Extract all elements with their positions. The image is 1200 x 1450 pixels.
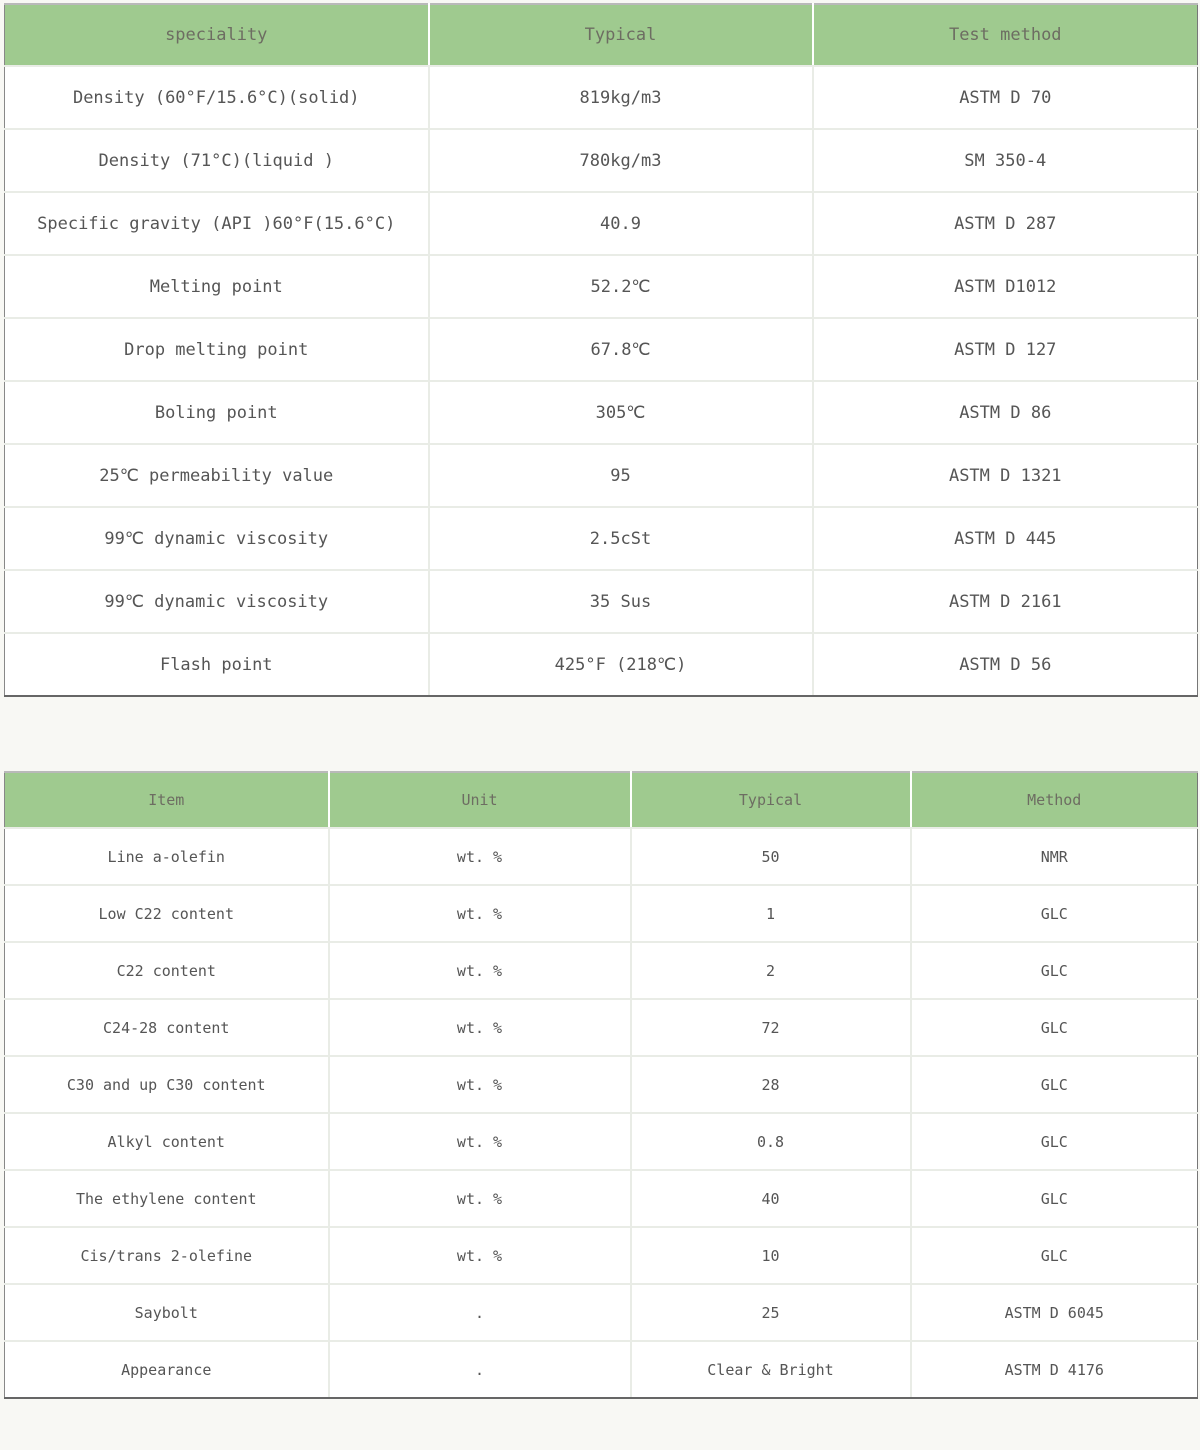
unit-cell: wt. % <box>329 1056 631 1113</box>
typical-value-cell: 40.9 <box>429 192 813 255</box>
typical-value-cell: 40 <box>631 1170 911 1227</box>
speciality-cell: Melting point <box>5 255 429 318</box>
method-cell: ASTM D 6045 <box>911 1284 1198 1341</box>
test-method-cell: ASTM D 127 <box>813 318 1198 381</box>
table-header-row <box>5 4 1198 66</box>
method-cell: GLC <box>911 942 1198 999</box>
table-header-row <box>5 772 1198 828</box>
table-row <box>5 1227 1198 1284</box>
table-row <box>5 255 1198 318</box>
item-cell: C22 content <box>5 942 329 999</box>
typical-value-cell: 0.8 <box>631 1113 911 1170</box>
speciality-cell: Density (71°C)(liquid ) <box>5 129 429 192</box>
test-method-cell: ASTM D 2161 <box>813 570 1198 633</box>
table-row <box>5 1284 1198 1341</box>
table-row <box>5 444 1198 507</box>
item-cell: C30 and up C30 content <box>5 1056 329 1113</box>
table-row <box>5 633 1198 696</box>
table-row <box>5 1341 1198 1398</box>
typical-value-cell: 2 <box>631 942 911 999</box>
method-cell: GLC <box>911 1227 1198 1284</box>
item-cell: Appearance <box>5 1341 329 1398</box>
table-row <box>5 1056 1198 1113</box>
column-header-method: Method <box>911 772 1198 828</box>
method-cell: GLC <box>911 1056 1198 1113</box>
table-row <box>5 885 1198 942</box>
test-method-cell: ASTM D 1321 <box>813 444 1198 507</box>
item-cell: C24-28 content <box>5 999 329 1056</box>
properties-table-body <box>5 66 1198 696</box>
table-row <box>5 828 1198 885</box>
typical-value-cell: 95 <box>429 444 813 507</box>
unit-cell: . <box>329 1284 631 1341</box>
typical-value-cell: 2.5cSt <box>429 507 813 570</box>
test-method-cell: ASTM D 287 <box>813 192 1198 255</box>
column-header-test-method: Test method <box>813 4 1198 66</box>
speciality-cell: Specific gravity (API )60°F(15.6°C) <box>5 192 429 255</box>
table-spacer <box>0 700 1200 770</box>
composition-table-container <box>4 771 1197 1399</box>
speciality-cell: Flash point <box>5 633 429 696</box>
table-row <box>5 1170 1198 1227</box>
typical-value-cell: 72 <box>631 999 911 1056</box>
table-row <box>5 942 1198 999</box>
method-cell: NMR <box>911 828 1198 885</box>
test-method-cell: ASTM D 56 <box>813 633 1198 696</box>
unit-cell: wt. % <box>329 1227 631 1284</box>
table-row <box>5 192 1198 255</box>
item-cell: Alkyl content <box>5 1113 329 1170</box>
speciality-cell: 99℃ dynamic viscosity <box>5 507 429 570</box>
item-cell: Saybolt <box>5 1284 329 1341</box>
typical-value-cell: 1 <box>631 885 911 942</box>
column-header-speciality: speciality <box>5 4 429 66</box>
item-cell: Low C22 content <box>5 885 329 942</box>
speciality-cell: Boling point <box>5 381 429 444</box>
typical-value-cell: 10 <box>631 1227 911 1284</box>
column-header-item: Item <box>5 772 329 828</box>
item-cell: Line a-olefin <box>5 828 329 885</box>
table-row <box>5 129 1198 192</box>
typical-value-cell: 305℃ <box>429 381 813 444</box>
column-header-typical: Typical <box>429 4 813 66</box>
column-header-unit: Unit <box>329 772 631 828</box>
speciality-cell: 99℃ dynamic viscosity <box>5 570 429 633</box>
unit-cell: wt. % <box>329 942 631 999</box>
properties-table-container <box>4 3 1197 697</box>
typical-value-cell: Clear & Bright <box>631 1341 911 1398</box>
typical-value-cell: 50 <box>631 828 911 885</box>
method-cell: GLC <box>911 885 1198 942</box>
method-cell: GLC <box>911 1170 1198 1227</box>
test-method-cell: ASTM D 445 <box>813 507 1198 570</box>
table-row <box>5 381 1198 444</box>
typical-value-cell: 28 <box>631 1056 911 1113</box>
table-row <box>5 507 1198 570</box>
item-cell: The ethylene content <box>5 1170 329 1227</box>
test-method-cell: ASTM D1012 <box>813 255 1198 318</box>
typical-value-cell: 780kg/m3 <box>429 129 813 192</box>
method-cell: GLC <box>911 1113 1198 1170</box>
typical-value-cell: 819kg/m3 <box>429 66 813 129</box>
table-row <box>5 999 1198 1056</box>
unit-cell: wt. % <box>329 1113 631 1170</box>
typical-value-cell: 52.2℃ <box>429 255 813 318</box>
table-row <box>5 318 1198 381</box>
item-cell: Cis/trans 2-olefine <box>5 1227 329 1284</box>
speciality-cell: 25℃ permeability value <box>5 444 429 507</box>
table-row <box>5 66 1198 129</box>
composition-table <box>4 771 1198 1399</box>
test-method-cell: ASTM D 86 <box>813 381 1198 444</box>
method-cell: ASTM D 4176 <box>911 1341 1198 1398</box>
typical-value-cell: 425°F (218℃) <box>429 633 813 696</box>
test-method-cell: SM 350-4 <box>813 129 1198 192</box>
properties-table <box>4 3 1198 697</box>
unit-cell: wt. % <box>329 885 631 942</box>
table-row <box>5 1113 1198 1170</box>
unit-cell: wt. % <box>329 828 631 885</box>
table-row <box>5 570 1198 633</box>
speciality-cell: Density (60°F/15.6°C)(solid) <box>5 66 429 129</box>
composition-table-body <box>5 828 1198 1398</box>
unit-cell: wt. % <box>329 1170 631 1227</box>
speciality-cell: Drop melting point <box>5 318 429 381</box>
test-method-cell: ASTM D 70 <box>813 66 1198 129</box>
unit-cell: . <box>329 1341 631 1398</box>
typical-value-cell: 67.8℃ <box>429 318 813 381</box>
typical-value-cell: 35 Sus <box>429 570 813 633</box>
unit-cell: wt. % <box>329 999 631 1056</box>
method-cell: GLC <box>911 999 1198 1056</box>
column-header-typical: Typical <box>631 772 911 828</box>
typical-value-cell: 25 <box>631 1284 911 1341</box>
